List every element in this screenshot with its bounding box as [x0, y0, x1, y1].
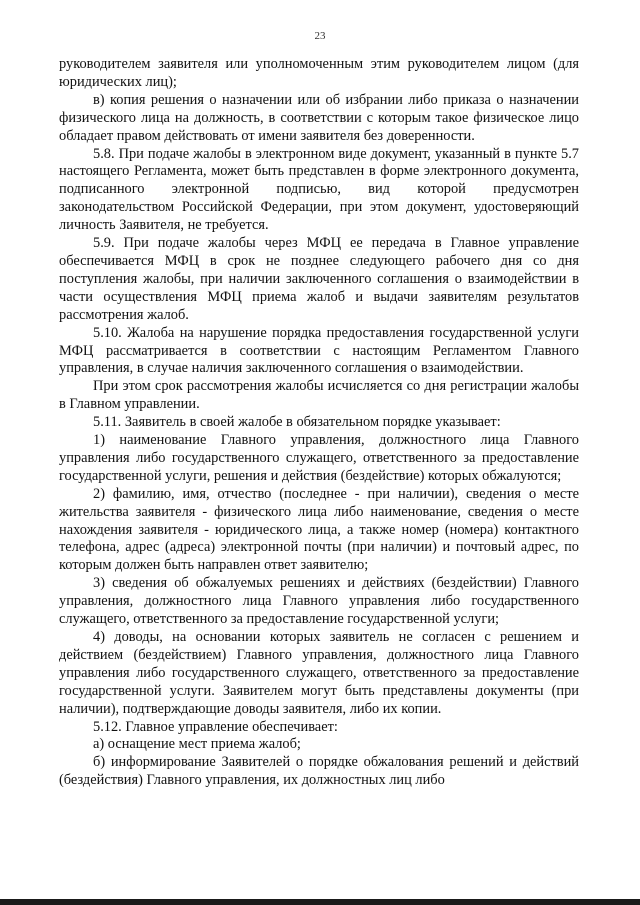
- paragraph: 4) доводы, на основании которых заявитель не согласен с решением и действием (бездействием) Главного управления, должностного лица Главного управления либо государственного служащего, ответственного за предоставление государственной услуги. Заявителем могут быть представлены документы (при наличии), подтверждающие доводы заявителя, либо их копии.: [59, 629, 579, 717]
- paragraph: руководителем заявителя или уполномоченным этим руководителем лицом (для юридических лиц);: [59, 56, 579, 90]
- paragraph: 3) сведения об обжалуемых решениях и действиях (бездействии) Главного управления, должностного лица Главного управления либо государственного служащего, ответственного за предоставление государственной услуги;: [59, 575, 579, 628]
- paragraph: б) информирование Заявителей о порядке обжалования решений и действий (бездействия) Главного управления, их должностных лиц либо: [59, 754, 579, 789]
- paragraph: 5.8. При подаче жалобы в электронном виде документ, указанный в пункте 5.7 настоящего Регламента, может быть представлен в форме электронного документа, подписанного электронной подписью, вид которой предусмотрен законодательством Российской Федерации, при этом документ, удостоверяющий личность Заявителя, не требуется.: [59, 145, 579, 234]
- paragraph: 5.10. Жалоба на нарушение порядка предоставления государственной услуги МФЦ рассматривается в соответствии с настоящим Регламентом Главного управления, в случае наличия заключенного соглашения о взаимодействии.: [59, 324, 579, 377]
- scan-bottom-edge: [0, 899, 640, 905]
- paragraph: 2) фамилию, имя, отчество (последнее - при наличии), сведения о месте жительства заявителя - физического лица либо наименование, сведения о месте нахождения заявителя - юридического лица, а также номер (номера) контактного телефона, адрес (адреса) электронной почты (при наличии) и почтовый адрес, по которым должен быть направлен ответ заявителю;: [59, 485, 579, 574]
- paragraph: в) копия решения о назначении или об избрании либо приказа о назначении физического лица на должность, в соответствии с которым такое физическое лицо обладает правом действовать от имени заявителя без доверенности.: [59, 91, 579, 144]
- paragraph: 1) наименование Главного управления, должностного лица Главного управления либо государственного служащего, ответственного за предоставление государственной услуги, решения и действия (бездействие) которых обжалуются;: [59, 432, 579, 484]
- paragraph: 5.11. Заявитель в своей жалобе в обязательном порядке указывает:: [93, 414, 501, 431]
- paragraph: 5.12. Главное управление обеспечивает:: [93, 718, 338, 735]
- paragraph: 5.9. При подаче жалобы через МФЦ ее передача в Главное управление обеспечивается МФЦ в срок не позднее следующего рабочего дня со дня поступления жалобы, при наличии заключенного соглашения о взаимодействии в части осуществления МФЦ приема жалоб и выдачи заявителям результатов рассмотрения жалоб.: [59, 235, 579, 323]
- paragraph: При этом срок рассмотрения жалобы исчисляется со дня регистрации жалобы в Главном управлении.: [59, 378, 579, 413]
- document-body: [59, 56, 579, 790]
- page-number: 23: [314, 30, 326, 42]
- paragraph: а) оснащение мест приема жалоб;: [93, 736, 301, 753]
